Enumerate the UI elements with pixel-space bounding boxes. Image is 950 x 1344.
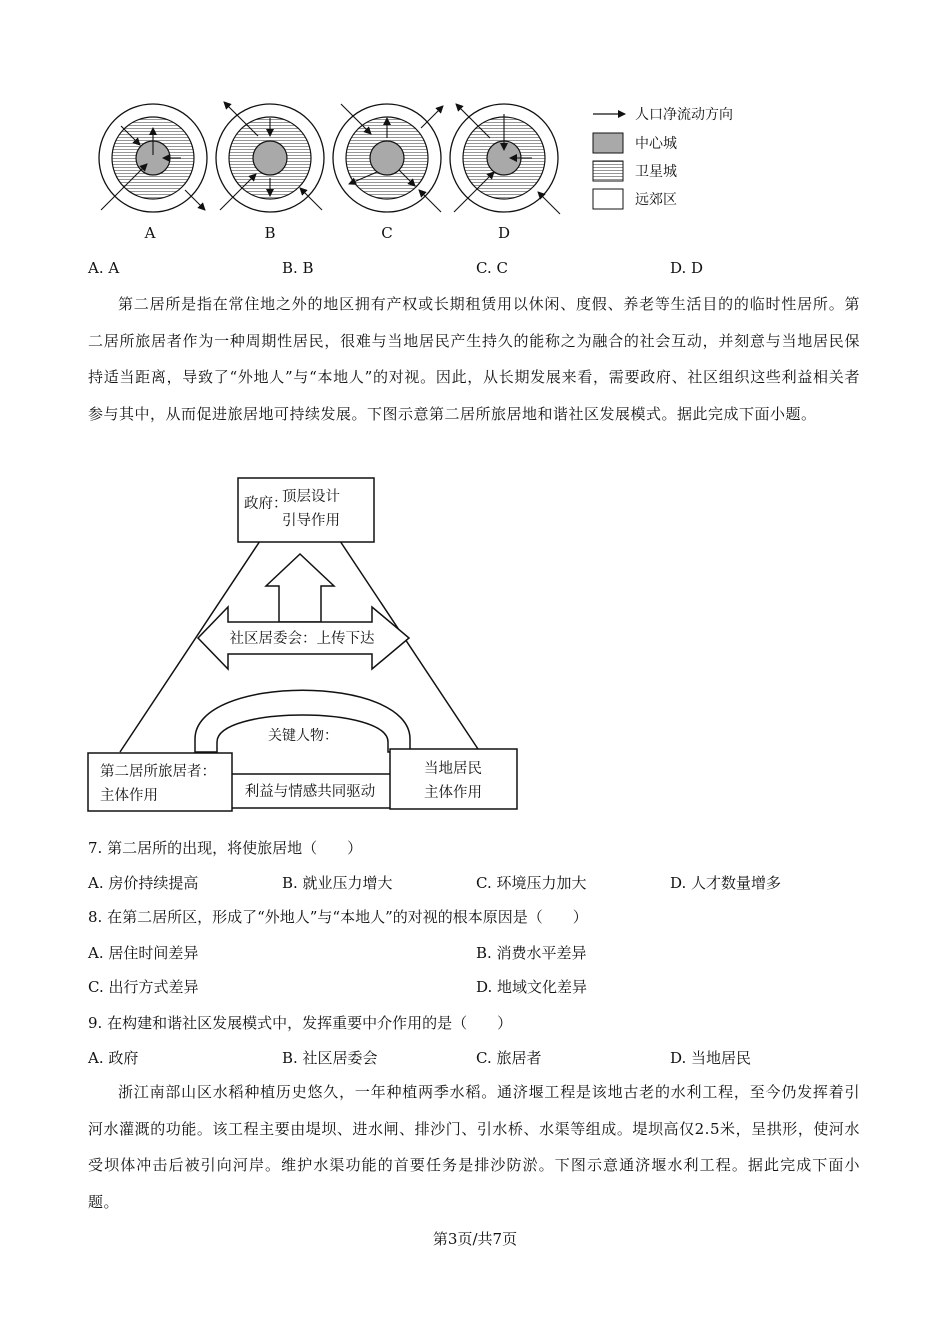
gov-line1: 顶层设计 bbox=[282, 489, 340, 505]
q8-option-a[interactable]: A. 居住时间差异 bbox=[88, 944, 199, 962]
diagram-label-a: A bbox=[144, 224, 156, 242]
population-flow-figure bbox=[90, 95, 770, 245]
q9-option-a[interactable]: A. 政府 bbox=[88, 1049, 139, 1067]
legend-suburb-label: 远郊区 bbox=[635, 192, 677, 208]
key-person-label: 关键人物： bbox=[268, 728, 338, 744]
q8-option-c[interactable]: C. 出行方式差异 bbox=[88, 978, 199, 996]
diagram-b bbox=[216, 102, 324, 212]
legend bbox=[593, 106, 733, 209]
q6-option-a[interactable]: A. A bbox=[88, 259, 120, 277]
gov-label: 政府： bbox=[244, 496, 288, 512]
traveler-line1: 第二居所旅居者： bbox=[100, 764, 216, 780]
community-model-figure bbox=[80, 474, 530, 816]
question-7-stem: 7. 第二居所的出现，将使旅居地（ ） bbox=[88, 839, 363, 857]
q6-option-b[interactable]: B. B bbox=[282, 259, 314, 277]
diagram-label-d: D bbox=[497, 224, 511, 242]
page-footer: 第3页/共7页 bbox=[432, 1230, 518, 1248]
passage-tongjiyan: 浙江南部山区水稻种植历史悠久，一年种植两季水稻。通济堰工程是该地古老的水利工程，至今仍发挥着引河水灌溉的功能。该工程主要由堤坝、进水闸、排沙门、引水桥、水渠等组成。堤坝高仅2.5米，呈拱形，使河水受坝体冲击后被引向河岸。维护水渠功能的首要任务是排沙防淤。下图示意通济堰水利工程。据此完成下面小题。 bbox=[88, 1083, 860, 1211]
gov-line2: 引导作用 bbox=[282, 513, 340, 529]
q9-option-d[interactable]: D. 当地居民 bbox=[670, 1049, 752, 1067]
diagram-c bbox=[333, 104, 443, 212]
q6-option-d[interactable]: D. D bbox=[670, 259, 704, 277]
q7-option-a[interactable]: A. 房价持续提高 bbox=[88, 874, 199, 892]
diagram-d bbox=[450, 104, 560, 214]
resident-line1: 当地居民 bbox=[424, 761, 482, 777]
q7-option-c[interactable]: C. 环境压力加大 bbox=[476, 874, 587, 892]
driver-label: 利益与情感共同驱动 bbox=[244, 784, 376, 800]
q9-option-c[interactable]: C. 旅居者 bbox=[476, 1049, 542, 1067]
legend-center-swatch bbox=[593, 133, 623, 153]
upward-arrow bbox=[266, 554, 334, 622]
legend-arrow-label: 人口净流动方向 bbox=[635, 107, 733, 123]
diagram-a bbox=[99, 104, 207, 212]
legend-satellite-swatch bbox=[593, 161, 623, 181]
q7-option-d[interactable]: D. 人才数量增多 bbox=[670, 874, 782, 892]
legend-center-label: 中心城 bbox=[635, 136, 677, 152]
question-8-stem: 8. 在第二居所区，形成了“外地人”与“本地人”的对视的根本原因是（ ） bbox=[88, 908, 588, 926]
q7-option-b[interactable]: B. 就业压力增大 bbox=[282, 874, 393, 892]
traveler-line2: 主体作用 bbox=[100, 788, 158, 804]
legend-suburb-swatch bbox=[593, 189, 623, 209]
q8-option-b[interactable]: B. 消费水平差异 bbox=[476, 944, 587, 962]
q9-option-b[interactable]: B. 社区居委会 bbox=[282, 1049, 378, 1067]
diagram-label-c: C bbox=[381, 224, 393, 242]
resident-line2: 主体作用 bbox=[424, 785, 482, 801]
passage-second-home: 第二居所是指在常住地之外的地区拥有产权或长期租赁用以休闲、度假、养老等生活目的的临时性居所。第二居所旅居者作为一种周期性居民，很难与当地居民产生持久的能称之为融合的社会互动，并刻意与当地居民保持适当距离，导致了“外地人”与“本地人”的对视。因此，从长期发展来看，需要政府、社区组织这些利益相关者参与其中，从而促进旅居地可持续发展。下图示意第二居所旅居地和谐社区发展模式。据此完成下面小题。 bbox=[88, 295, 860, 423]
committee-label: 社区居委会：上传下达 bbox=[229, 631, 375, 647]
legend-satellite-label: 卫星城 bbox=[635, 164, 677, 180]
question-9-stem: 9. 在构建和谐社区发展模式中，发挥重要中介作用的是（ ） bbox=[88, 1014, 513, 1032]
diagram-label-b: B bbox=[264, 224, 276, 242]
q8-option-d[interactable]: D. 地域文化差异 bbox=[476, 978, 588, 996]
q6-option-c[interactable]: C. C bbox=[476, 259, 508, 277]
